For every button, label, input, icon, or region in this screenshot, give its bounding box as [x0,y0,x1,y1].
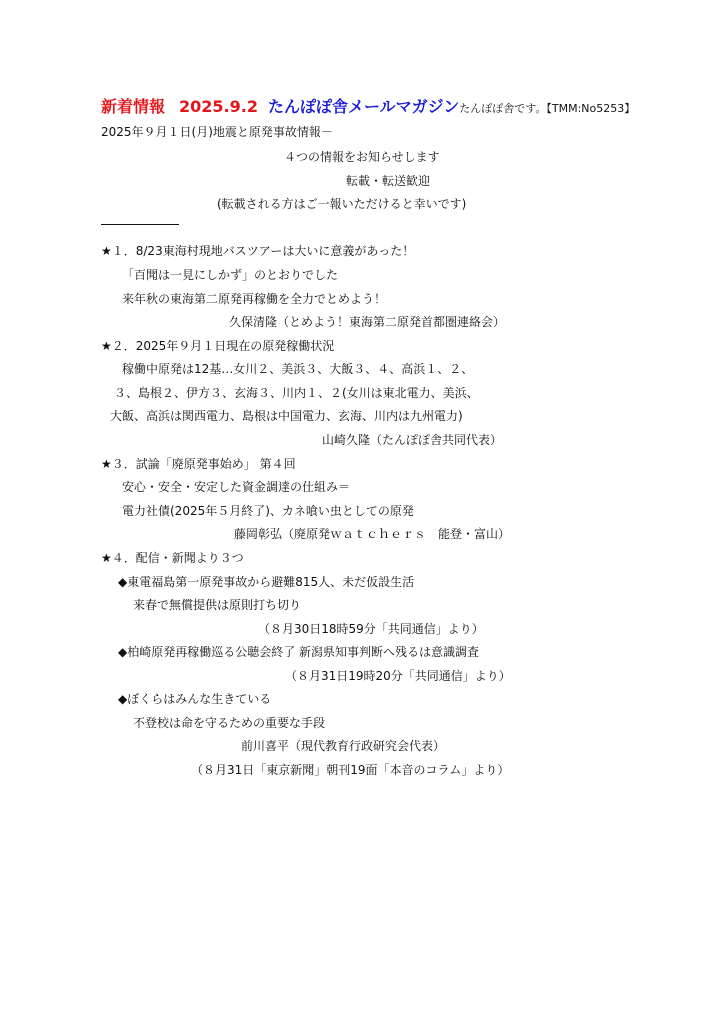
subitem-3-author: 前川喜平（現代教育行政研究会代表） [241,739,446,753]
sender-text: たんぽぽ舎です。 [459,102,547,115]
item-2-author: 山崎久隆（たんぽぽ舎共同代表） [322,433,503,447]
subitem-1-source: （８月30日18時59分「共同通信」より） [258,622,484,636]
welcome-line: 転載・転送歓迎 [346,174,431,188]
newsletter-header [101,96,635,120]
subitem-2-title: ◆柏崎原発再稼働巡る公聴会終了 新潟県知事判断へ残るは意識調査 [118,645,480,659]
item-2-line-1: 稼働中原発は12基…女川２、美浜３、大飯３、４、高浜１、２、 [122,362,474,376]
item-3-author: 藤岡彰弘（廃原発ｗａｔｃｈｅｒｓ 能登・富山） [234,527,511,541]
news-label: 新着情報 [101,97,166,116]
section-divider [101,224,179,225]
item-3-line-1: 安心・安全・安定した資金調達の仕組み＝ [122,480,351,494]
item-2-heading: ★２．2025年９月１日現在の原発稼働状況 [101,339,335,353]
date-line: 2025年９月１日(月)地震と原発事故情報－ [101,125,333,139]
subitem-3-title: ◆ぼくらはみんな生きている [118,692,272,706]
subitem-2-source: （８月31日19時20分「共同通信」より） [285,669,511,683]
item-1-line-2: 来年秋の東海第二原発再稼働を全力でとめよう！ [122,292,387,306]
item-1-heading: ★１．8/23東海村現地バスツアーは大いに意義があった！ [101,244,415,258]
item-4-heading: ★４．配信・新聞より３つ [101,551,244,565]
magazine-name: たんぽぽ舎メールマガジン [267,97,460,116]
item-3-line-2: 電力社債(2025年５月終了)、カネ喰い虫としての原発 [122,504,414,518]
count-line: ４つの情報をお知らせします [284,150,440,164]
item-3-heading: ★３．試論「廃原発事始め」 第４回 [101,457,296,471]
subitem-1-title: ◆東電福島第一原発事故から避難815人、未だ仮設生活 [118,575,415,589]
issue-date: 2025.9.2 [179,97,258,116]
issue-number: 【TMM:No5253】 [546,102,636,115]
item-1-author: 久保清隆（とめよう！東海第二原発首都圏連絡会） [229,315,506,329]
item-2-line-3: 大飯、高浜は関西電力、島根は中国電力、玄海、川内は九州電力) [110,409,463,423]
item-2-line-2: ３、島根２、伊方３、玄海３、川内１、２(女川は東北電力、美浜、 [114,386,479,400]
subitem-3-source: （８月31日「東京新聞」朝刊19面「本音のコラム」より） [191,763,510,777]
subitem-1-line: 来春で無償提供は原則打ち切り [133,598,302,612]
subitem-3-line: 不登校は命を守るための重要な手段 [133,716,326,730]
request-line: (転載される方はご一報いただけると幸いです) [217,197,467,211]
item-1-line-1: 「百聞は一見にしかず」のとおりでした [122,268,339,282]
